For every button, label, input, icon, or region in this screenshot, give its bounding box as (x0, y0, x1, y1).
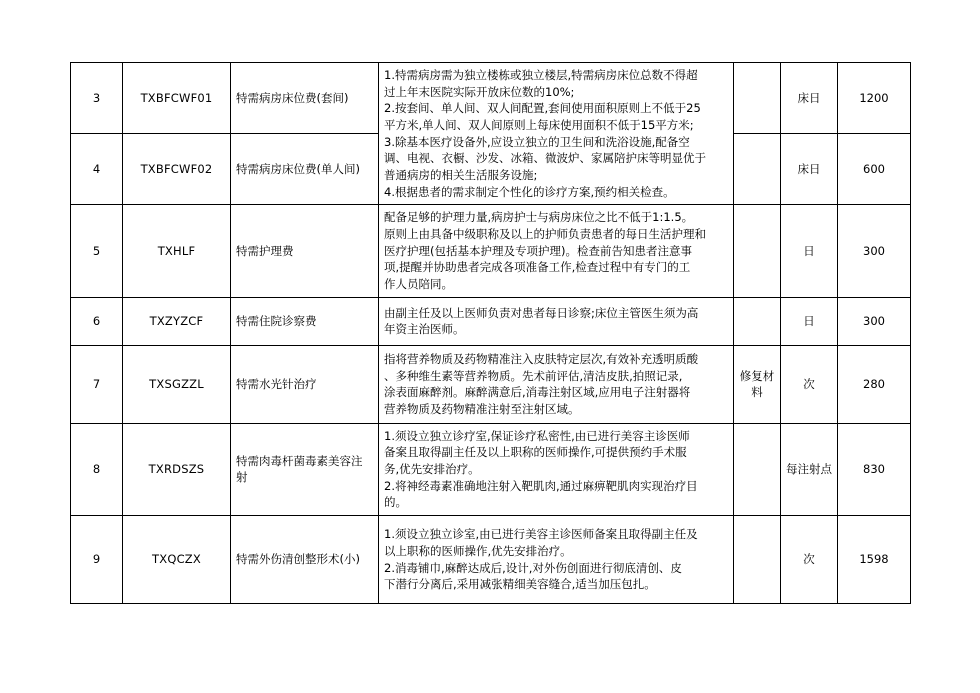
row-description (379, 63, 734, 205)
table-row (71, 516, 911, 604)
desc-line: 配备足够的护理力量,病房护士与病房床位之比不低于1:1.5。 (384, 210, 694, 225)
row-price: 1598 (838, 516, 911, 604)
row-name: 特需肉毒杆菌毒素美容注射 (231, 423, 379, 515)
desc-line: 平方米,单人间、双人间原则上每床使用面积不低于15平方米; (384, 118, 694, 133)
row-exclusions: 修复材料 (734, 345, 781, 423)
row-description (379, 516, 734, 604)
desc-line: 涂表面麻醉剂。麻醉满意后,消毒注射区域,应用电子注射器将 (384, 385, 691, 400)
row-price: 300 (838, 297, 911, 345)
row-number: 7 (71, 345, 123, 423)
desc-line: 、多种维生素等营养物质。先术前评估,清洁皮肤,拍照记录, (384, 368, 683, 383)
row-number: 4 (71, 134, 123, 205)
desc-line: 营养物质及药物精准注射至注射区域。 (384, 401, 580, 416)
row-number: 6 (71, 297, 123, 345)
row-code: TXHLF (123, 205, 231, 297)
pricing-table (70, 62, 911, 604)
row-exclusions (734, 205, 781, 297)
row-unit: 床日 (781, 63, 838, 134)
row-unit: 床日 (781, 134, 838, 205)
desc-line: 1.须设立独立诊疗室,保证诊疗私密性,由已进行美容主诊医师 (384, 428, 690, 443)
desc-line: 1.须设立独立诊室,由已进行美容主诊医师备案且取得副主任及 (384, 527, 698, 542)
row-description (379, 345, 734, 423)
desc-line: 年资主治医师。 (384, 322, 465, 337)
desc-line: 普通病房的相关生活服务设施; (384, 168, 538, 183)
row-unit: 每注射点 (781, 423, 838, 515)
row-exclusions (734, 297, 781, 345)
desc-line: 以上职称的医师操作,优先安排治疗。 (384, 543, 572, 558)
desc-line: 指将营养物质及药物精准注入皮肤特定层次,有效补充透明质酸 (384, 351, 699, 366)
row-unit: 日 (781, 205, 838, 297)
row-price: 830 (838, 423, 911, 515)
table-row (71, 423, 911, 515)
table-row (71, 63, 911, 134)
row-name: 特需外伤清创整形术(小) (231, 516, 379, 604)
row-code: TXBFCWF01 (123, 63, 231, 134)
row-number: 8 (71, 423, 123, 515)
row-price: 1200 (838, 63, 911, 134)
row-exclusions (734, 63, 781, 134)
row-price: 600 (838, 134, 911, 205)
row-name: 特需病房床位费(套间) (231, 63, 379, 134)
row-name: 特需病房床位费(单人间) (231, 134, 379, 205)
table-row (71, 345, 911, 423)
row-description (379, 423, 734, 515)
desc-line: 项,提醒并协助患者完成各项准备工作,检查过程中有专门的工 (384, 260, 691, 275)
table-row (71, 205, 911, 297)
row-exclusions (734, 516, 781, 604)
desc-line: 下潜行分离后,采用减张精细美容缝合,适当加压包扎。 (384, 577, 656, 592)
row-exclusions (734, 134, 781, 205)
row-price: 280 (838, 345, 911, 423)
row-code: TXBFCWF02 (123, 134, 231, 205)
desc-line: 原则上由具备中级职称及以上的护师负责患者的每日生活护理和 (384, 227, 706, 242)
desc-line: 2.将神经毒素准确地注射入靶肌肉,通过麻痹靶肌肉实现治疗目 (384, 478, 698, 493)
row-code: TXQCZX (123, 516, 231, 604)
row-number: 5 (71, 205, 123, 297)
desc-line: 医疗护理(包括基本护理及专项护理)。检查前告知患者注意事 (384, 243, 692, 258)
desc-line: 1.特需病房需为独立楼栋或独立楼层,特需病房床位总数不得超 (384, 68, 698, 82)
desc-line: 由副主任及以上医师负责对患者每日诊察;床位主管医生须为高 (384, 305, 699, 320)
desc-line: 的。 (384, 495, 407, 510)
table-row (71, 297, 911, 345)
row-name: 特需护理费 (231, 205, 379, 297)
desc-line: 过上年末医院实际开放床位数的10%; (384, 84, 575, 99)
desc-line: 务,优先安排治疗。 (384, 462, 480, 477)
desc-line: 备案且取得副主任及以上职称的医师操作,可提供预约手术服 (384, 445, 687, 460)
row-description (379, 297, 734, 345)
desc-line: 调、电视、衣橱、沙发、冰箱、微波炉、家属陪护床等明显优于 (384, 151, 706, 166)
row-number: 9 (71, 516, 123, 604)
desc-line: 2.按套间、单人间、双人间配置,套间使用面积原则上不低于25 (384, 101, 701, 116)
desc-line: 3.除基本医疗设备外,应设立独立的卫生间和洗浴设施,配备空 (384, 134, 690, 149)
row-code: TXRDSZS (123, 423, 231, 515)
row-code: TXZYZCF (123, 297, 231, 345)
row-description (379, 205, 734, 297)
row-unit: 日 (781, 297, 838, 345)
row-name: 特需住院诊察费 (231, 297, 379, 345)
row-code: TXSGZZL (123, 345, 231, 423)
row-unit: 次 (781, 516, 838, 604)
row-unit: 次 (781, 345, 838, 423)
row-number: 3 (71, 63, 123, 134)
row-exclusions (734, 423, 781, 515)
row-name: 特需水光针治疗 (231, 345, 379, 423)
row-price: 300 (838, 205, 911, 297)
desc-line: 2.消毒铺巾,麻醉达成后,设计,对外伤创面进行彻底清创、皮 (384, 560, 682, 575)
desc-line: 4.根据患者的需求制定个性化的诊疗方案,预约相关检查。 (384, 184, 675, 199)
desc-line: 作人员陪同。 (384, 277, 453, 292)
